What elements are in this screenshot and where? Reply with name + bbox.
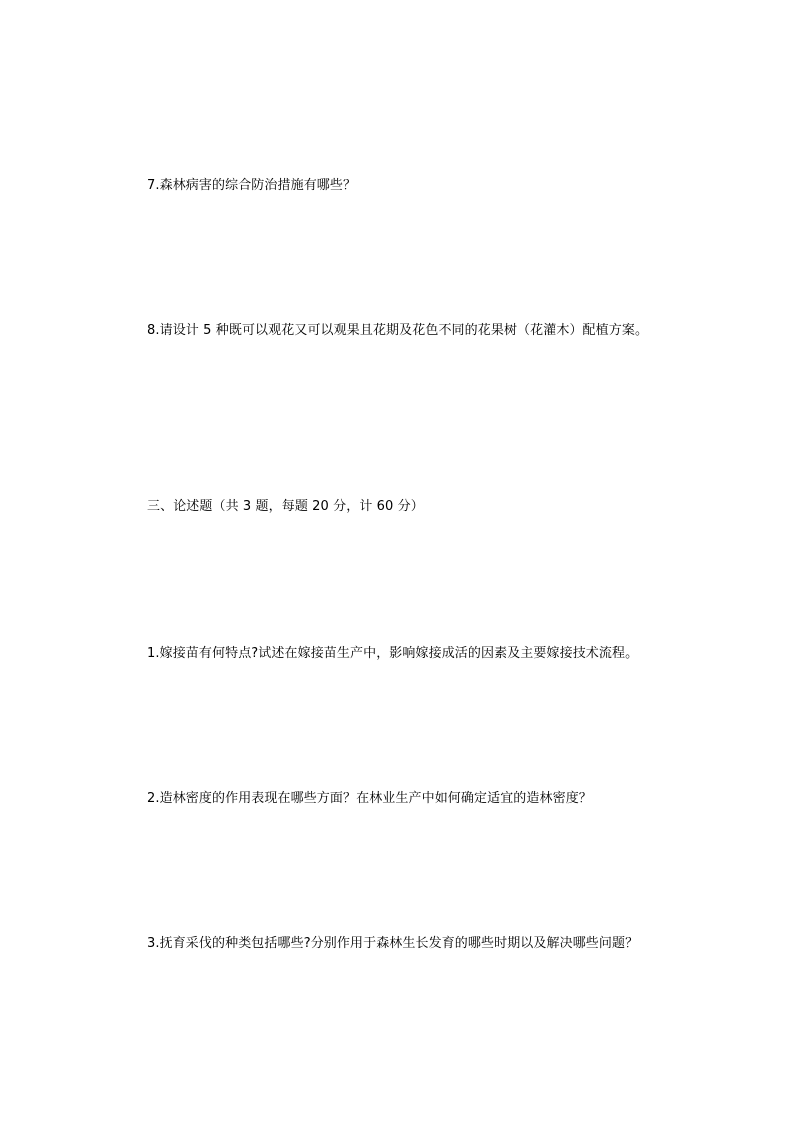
essay-question-3: 3.抚育采伐的种类包括哪些?分别作用于森林生长发育的哪些时期以及解决哪些问题？ <box>147 936 639 951</box>
question-7: 7.森林病害的综合防治措施有哪些？ <box>147 178 357 193</box>
essay-question-1: 1.嫁接苗有何特点?试述在嫁接苗生产中，影响嫁接成活的因素及主要嫁接技术流程。 <box>147 646 639 661</box>
essay-question-2: 2.造林密度的作用表现在哪些方面？在林业生产中如何确定适宜的造林密度？ <box>147 791 592 806</box>
question-8: 8.请设计 5 种既可以观花又可以观果且花期及花色不同的花果树（花灌木）配植方案。 <box>147 323 649 338</box>
section-3-heading: 三、论述题（共 3 题，每题 20 分，计 60 分） <box>147 499 424 514</box>
